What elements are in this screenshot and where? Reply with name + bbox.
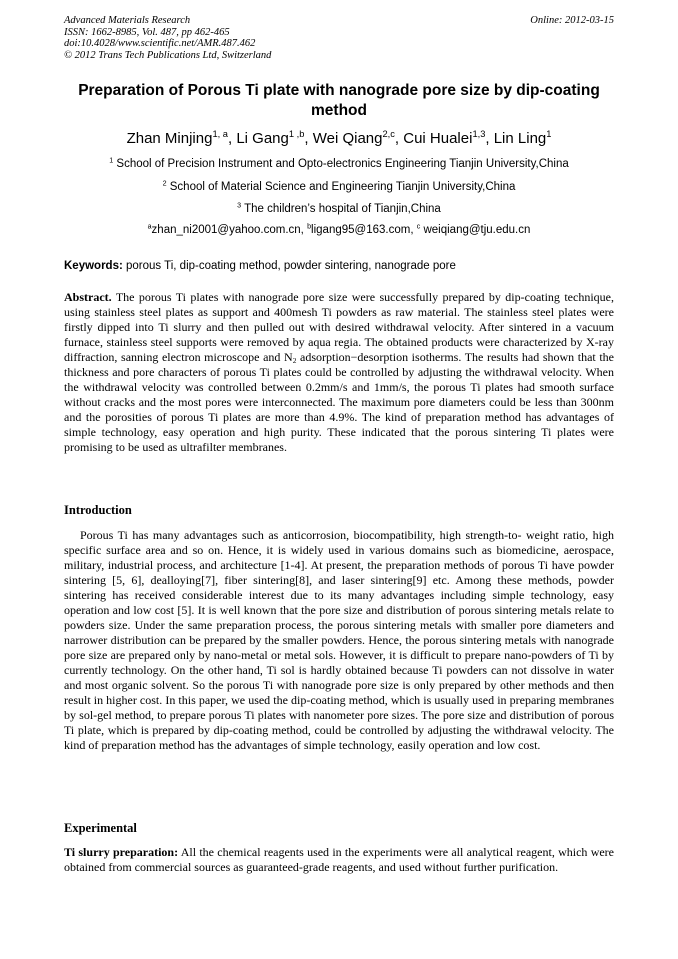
- email-link[interactable]: zhan_ni2001@yahoo.com.cn,: [151, 224, 308, 236]
- author-sup: 1: [546, 129, 552, 140]
- author-name: Lin Ling: [493, 130, 547, 147]
- email-sup: a: [147, 222, 152, 231]
- introduction-paragraph: Porous Ti has many advantages such as anticorrosion, biocompatibility, high strength-to- weight ratio, high specific surface area and so on. Hence, it is widely used in various domains such as biomedicine, aerospace, military, industrial process, and architecture [1-4]. At present, the preparation methods of porous Ti have powder sintering [5, 6], dealloying[7], fiber sintering[8], and laser sintering[9] etc. Among these methods, powder sintering has received considerable interest due to its many advantages including simple technology, easy operation and low cost [5]. It is well known that the pore size and distribution of porous sintering metals relate to powders size. Under the same preparation process, the porous sintering metals with smaller pore diameters and narrower distribution can be prepared by the smaller powders. Hence, the porous sintering metals with nanograde pore size are prepared only by nano-metal or metal sols. However, it is difficult to prepare nano-powders of Ti by currently technology. On the other hand, Ti sol is hardly obtained because Ti powders can not dissolve in water and most organic solvent. So the porous Ti with nanograde pore size is only prepared by other methods and then result in higher cost. In this paper, we used the dip-coating method, which is usually used in preparing membranes by sol-gel method, to prepare porous Ti plates with nanometer pore sizes. The pore size and distribution of porous Ti plate, which is prepared by dip-coating method, could be controlled by adjusting the withdrawal velocity. The kind of preparation method has the advantages of simple technology, easily operation and low cost.: [64, 528, 614, 752]
- affiliation-text: The children’s hospital of Tianjin,China: [244, 203, 441, 215]
- author-emails: [64, 223, 614, 237]
- affiliation-number: 3: [237, 201, 242, 210]
- email-sup: c: [416, 222, 421, 231]
- author-name: Li Gang: [236, 130, 289, 147]
- affiliation-number: 2: [162, 179, 167, 188]
- online-date: Online: 2012-03-15: [530, 15, 614, 26]
- author-name: Zhan Minjing: [126, 130, 213, 147]
- keywords: [64, 259, 614, 273]
- author-sup: 1, a: [212, 129, 228, 140]
- journal-name: Advanced Materials Research: [64, 15, 191, 26]
- author-sup: 2,c: [382, 129, 395, 140]
- abstract-sub: 2: [292, 355, 297, 365]
- author-sup: 1,3: [472, 129, 486, 140]
- author-sup: 1 ,b: [288, 129, 305, 140]
- journal-doi: doi:10.4028/www.scientific.net/AMR.487.462: [64, 38, 256, 49]
- affiliation-number: 1: [109, 156, 114, 165]
- keywords-text: porous Ti, dip-coating method, powder sintering, nanograde pore: [122, 260, 456, 272]
- affiliation-2: [64, 180, 614, 194]
- author-name: Cui Hualei: [403, 130, 473, 147]
- title-line-1: Preparation of Porous Ti plate with nanograde pore size by dip-coating: [78, 82, 600, 99]
- journal-issn: ISSN: 1662-8985, Vol. 487, pp 462-465: [64, 26, 230, 38]
- paper-title: [64, 81, 614, 121]
- journal-header: [64, 15, 614, 61]
- abstract-label: Abstract.: [64, 290, 112, 304]
- abstract-text-1: The porous Ti plates with nanograde pore size were successfully prepared by dip-coating technique, using stainless steel plates as support and 400mesh Ti powders as raw material. The stainless steel plates were firstly dipped into Ti slurry and then pulled out with desired withdrawal velocity. After sintered in a vacuum furnace, stainless steel supports were removed by aqua regia. The obtained products were characterized by X-ray diffraction, sanning electron microscope and N: [64, 290, 614, 364]
- affiliation-1: [64, 157, 614, 171]
- keywords-label: Keywords:: [64, 260, 123, 272]
- email-link[interactable]: ligang95@163.com,: [311, 224, 417, 236]
- email-link[interactable]: weiqiang@tju.edu.cn: [420, 224, 531, 236]
- abstract-paragraph: [64, 290, 614, 455]
- experimental-paragraph: [64, 845, 614, 875]
- author-name: Wei Qiang: [312, 130, 383, 147]
- abstract-text-2: adsorption−desorption isotherms. The results had shown that the thickness and pore characters of porous Ti plates could be controlled by adjusting the withdrawal velocity. When the withdrawal velocity was controlled between 0.2mm/s and 1mm/s, the porous Ti plates had smooth surface without cracks and the most pores were interconnected. The maximum pore diameters could be less than 300nm and the porosities of porous Ti plates are more than 4.9%. The kind of preparation method has advantages of simple technology, easy operation and high purity. These indicated that the porous sintering Ti plates were promising to be used as ultrafilter membranes.: [64, 350, 615, 454]
- experimental-heading: Experimental: [64, 821, 137, 835]
- affiliation-text: School of Precision Instrument and Opto-electronics Engineering Tianjin University,China: [116, 158, 569, 170]
- ti-slurry-text: All the chemical reagents used in the experiments were all analytical reagent, which were obtained from commercial sources as guaranteed-grade reagents, and used without further purification.: [64, 845, 615, 874]
- email-sup: b: [307, 222, 312, 231]
- author-list: Zhan Minjing$^{1, a}$, Li Gang$^{1 ,b}$, Wei Qiang$^{2,c}$, Cui Hualei$^{1,3}$, Lin Ling$^1$: [126, 129, 552, 147]
- ti-slurry-label: Ti slurry preparation:: [64, 845, 179, 859]
- journal-copyright: © 2012 Trans Tech Publications Ltd, Switzerland: [64, 49, 272, 61]
- introduction-heading: Introduction: [64, 503, 132, 517]
- affiliation-3: [64, 202, 614, 216]
- affiliation-text: School of Material Science and Engineering Tianjin University,China: [169, 181, 516, 193]
- title-line-2: method: [311, 102, 367, 119]
